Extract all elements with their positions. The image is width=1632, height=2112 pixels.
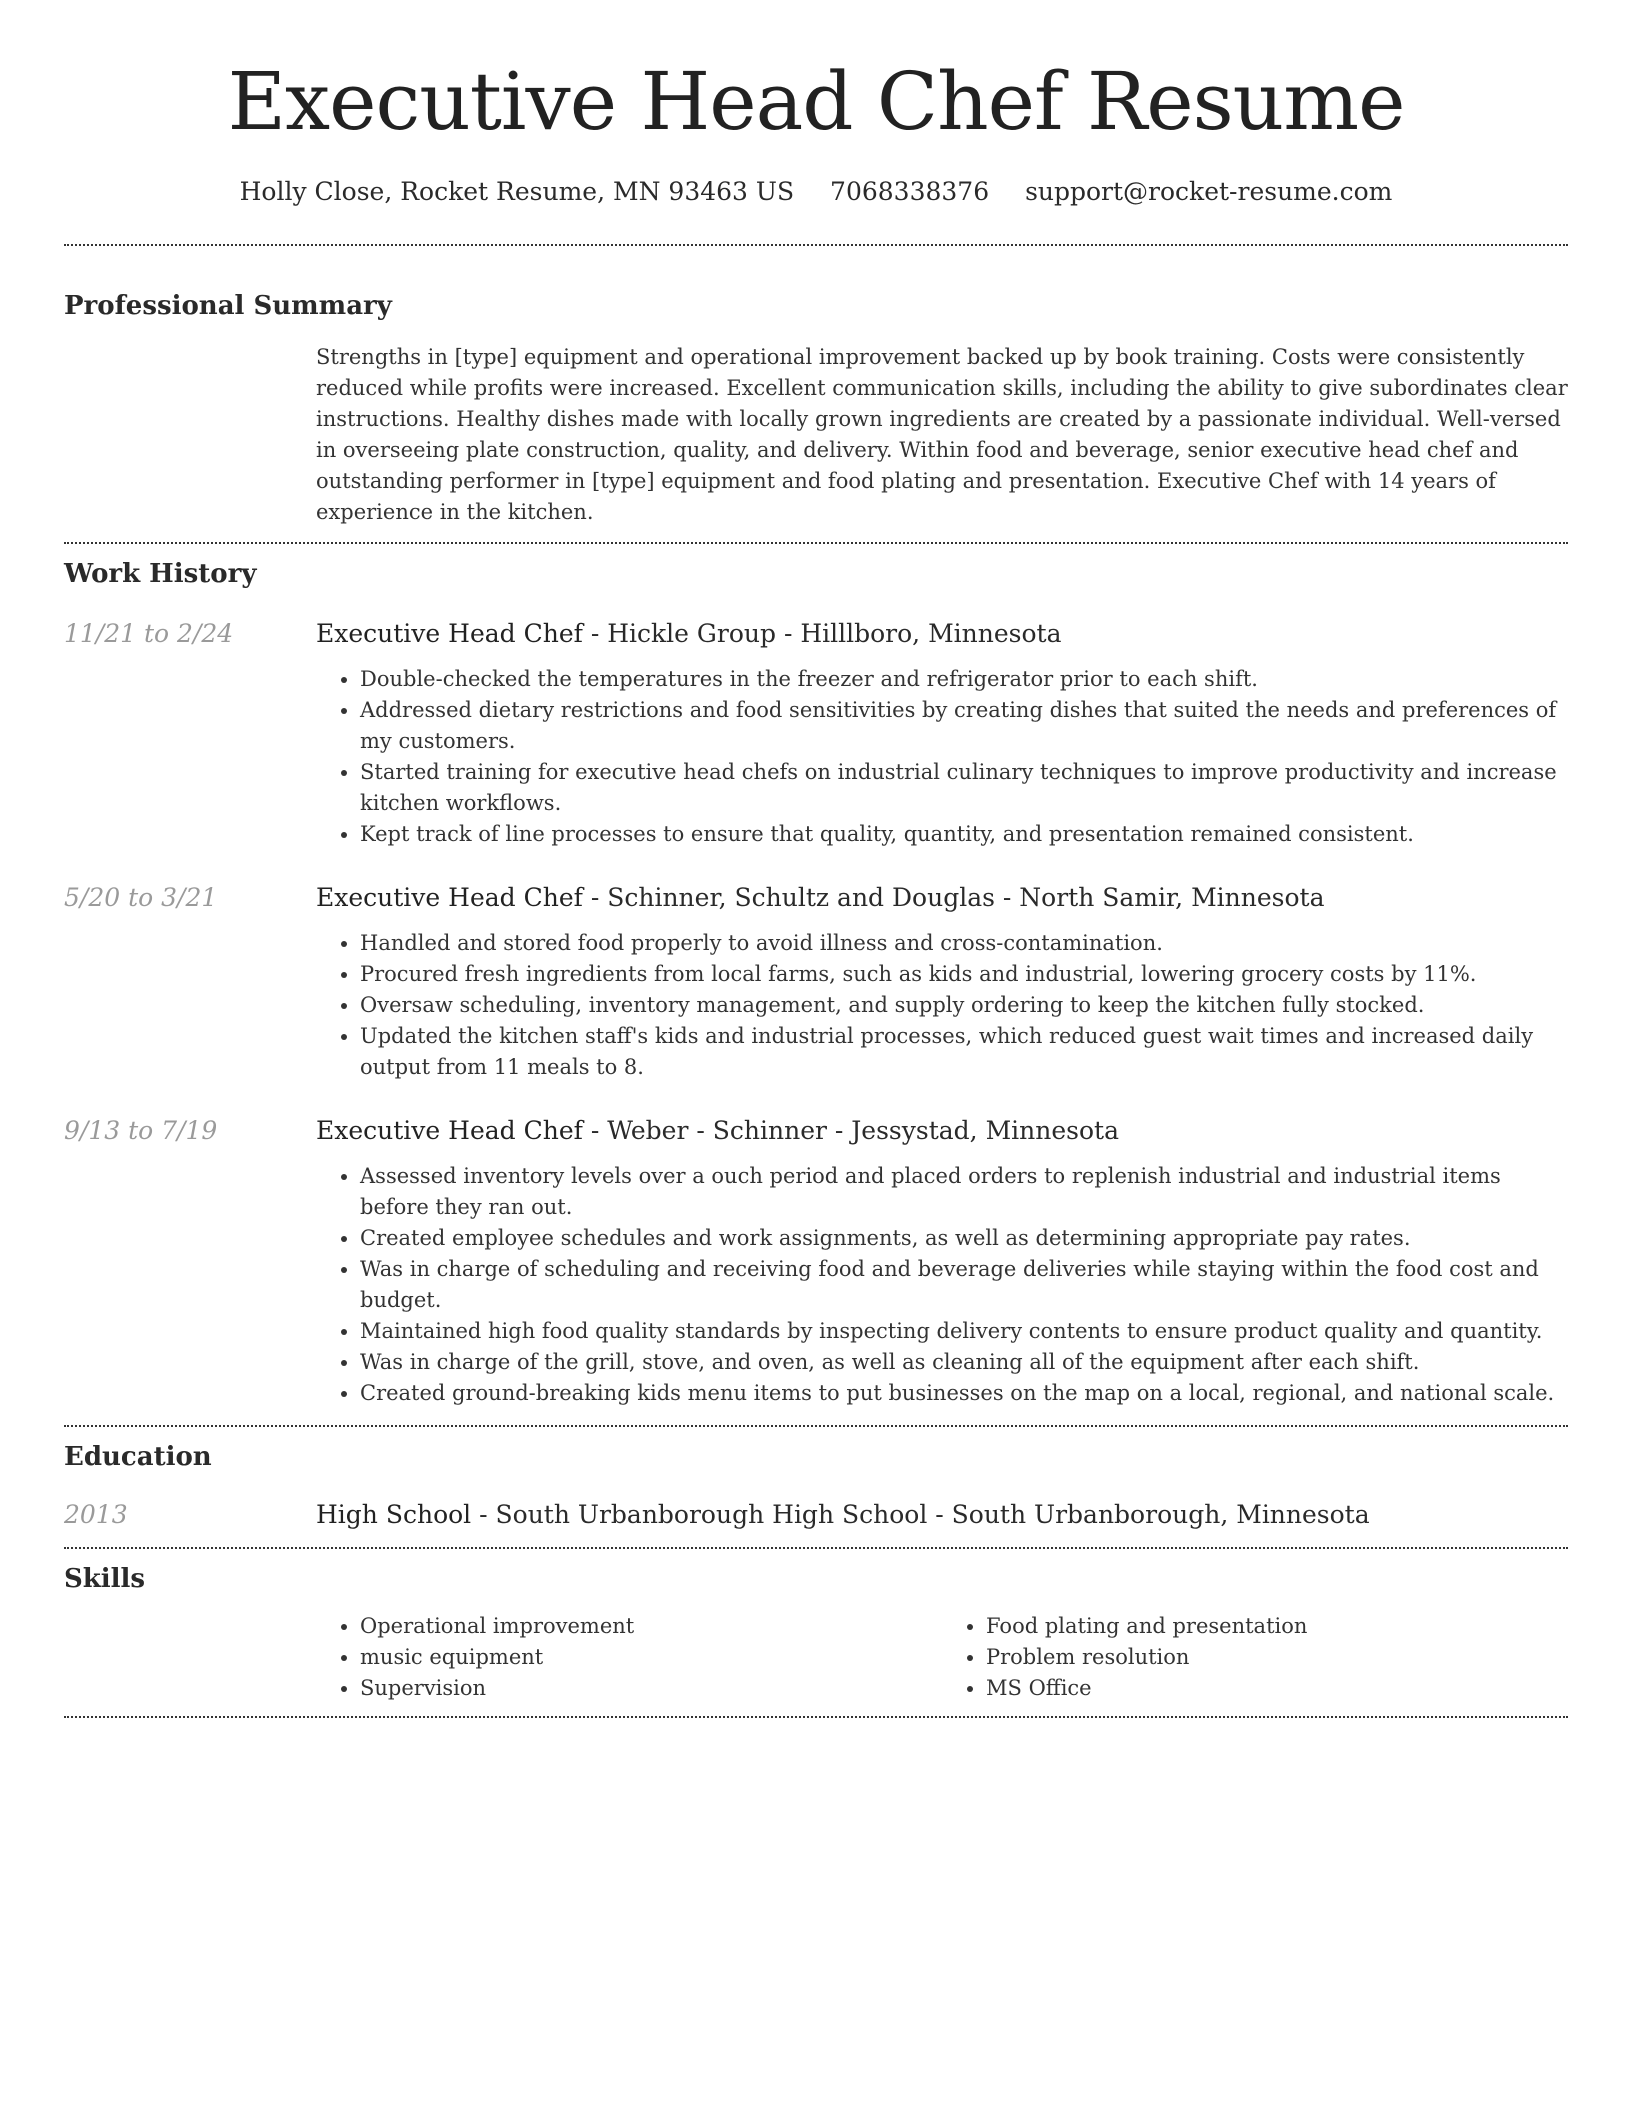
contact-line — [64, 174, 1568, 210]
education-entry-heading — [316, 1497, 1568, 1533]
list-item: • Maintained high food quality standards by inspecting delivery contents to ensure product quality and quantity. — [360, 1316, 1568, 1347]
education-degree: High School — [316, 1500, 472, 1529]
work-entry-bullets — [316, 664, 1568, 850]
list-item: • Oversaw scheduling, inventory management, and supply ordering to keep the kitchen fully stocked. — [360, 990, 1568, 1021]
resume-title: Executive Head Chef Resume — [227, 55, 1405, 148]
list-item: • Assessed inventory levels over a ouch period and placed orders to replenish industrial and industrial items before they ran out. — [360, 1161, 1568, 1223]
work-entry-heading — [316, 616, 1568, 652]
skill-item: • MS Office — [986, 1673, 1568, 1704]
education-entry-body — [316, 1497, 1568, 1533]
education-title: Education — [64, 1442, 212, 1472]
skill-item: • Supervision — [360, 1673, 942, 1704]
work-entry-dates: 9/13 to 7/19 — [64, 1116, 218, 1145]
work-entry-body — [316, 880, 1568, 1083]
divider — [64, 1425, 1568, 1427]
skill-item: • music equipment — [360, 1642, 942, 1673]
contact-email: support@rocket-resume.com — [1025, 177, 1393, 206]
work-entry — [64, 616, 1568, 850]
education-section — [64, 1439, 1568, 1533]
summary-title: Professional Summary — [64, 291, 392, 321]
list-item: • Addressed dietary restrictions and food sensitivities by creating dishes that suited the needs and preferences of my customers. — [360, 695, 1568, 757]
list-item: • Was in charge of the grill, stove, and oven, as well as cleaning all of the equipment after each shift. — [360, 1347, 1568, 1378]
work-entry-heading — [316, 880, 1568, 916]
work-entry-bullets — [316, 1161, 1568, 1409]
list-item: • Handled and stored food properly to avoid illness and cross-contamination. — [360, 928, 1568, 959]
work-entry-role: Executive Head Chef — [316, 883, 583, 912]
work-history-title: Work History — [64, 559, 257, 589]
work-entry-role: Executive Head Chef — [316, 1116, 583, 1145]
work-entry — [64, 880, 1568, 1083]
summary-text: Strengths in [type] equipment and operational improvement backed up by book training. Costs were consistently reduced while profits were increased. Excellent communication skills, including the ability to give subordinates clear instructions. Healthy dishes made with locally grown ingredients are created by a passionate individual. Well-versed in overseeing plate construction, quality, and delivery. Within food and beverage, senior executive head chef and outstanding performer in [type] equipment and food plating and presentation. Executive Chef with 14 years of experience in the kitchen. — [316, 345, 1568, 524]
education-entry — [64, 1497, 1568, 1533]
work-entry-dates: 5/20 to 3/21 — [64, 883, 218, 912]
work-entry — [64, 1113, 1568, 1409]
skills-section — [64, 1561, 1568, 1716]
work-entry-bullets — [316, 928, 1568, 1083]
skill-item: • Operational improvement — [360, 1611, 942, 1642]
work-entry-body — [316, 1113, 1568, 1409]
list-item: • Updated the kitchen staff's kids and industrial processes, which reduced guest wait times and increased daily output from 11 meals to 8. — [360, 1021, 1568, 1083]
skills-grid — [316, 1611, 1568, 1716]
contact-phone: 7068338376 — [830, 177, 990, 206]
skill-item: • Problem resolution — [986, 1642, 1568, 1673]
list-item: • Kept track of line processes to ensure that quality, quantity, and presentation remained consistent. — [360, 819, 1568, 850]
resume-header — [64, 0, 1568, 210]
divider — [64, 1547, 1568, 1549]
education-entry-date: 2013 — [64, 1500, 128, 1529]
education-details: - South Urbanborough High School - South Urbanborough, Minnesota — [471, 1500, 1370, 1529]
divider — [64, 244, 1568, 246]
work-entry-dates: 11/21 to 2/24 — [64, 619, 234, 648]
skills-column-left — [316, 1611, 942, 1704]
skill-item: • Food plating and presentation — [986, 1611, 1568, 1642]
divider — [64, 542, 1568, 544]
work-entry-details: - Schinner, Schultz and Douglas - North Samir, Minnesota — [582, 883, 1325, 912]
list-item: • Double-checked the temperatures in the freezer and refrigerator prior to each shift. — [360, 664, 1568, 695]
list-item: • Started training for executive head chefs on industrial culinary techniques to improve productivity and increase kitchen workflows. — [360, 757, 1568, 819]
list-item: • Created ground-breaking kids menu items to put businesses on the map on a local, regional, and national scale. — [360, 1378, 1568, 1409]
contact-address: Holly Close, Rocket Resume, MN 93463 US — [239, 177, 795, 206]
work-entry-details: - Hickle Group - Hilllboro, Minnesota — [582, 619, 1062, 648]
work-entry-heading — [316, 1113, 1568, 1149]
list-item: • Created employee schedules and work assignments, as well as determining appropriate pay rates. — [360, 1223, 1568, 1254]
list-item: • Procured fresh ingredients from local farms, such as kids and industrial, lowering grocery costs by 11%. — [360, 959, 1568, 990]
work-entry-role: Executive Head Chef — [316, 619, 583, 648]
work-entry-details: - Weber - Schinner - Jessystad, Minnesota — [582, 1116, 1119, 1145]
divider — [64, 1716, 1568, 1718]
work-entry-body — [316, 616, 1568, 850]
list-item: • Was in charge of scheduling and receiving food and beverage deliveries while staying within the food cost and budget. — [360, 1254, 1568, 1316]
skills-column-right — [942, 1611, 1568, 1704]
work-history-section — [64, 556, 1568, 1425]
summary-section — [64, 288, 1568, 542]
skills-title: Skills — [64, 1564, 146, 1594]
